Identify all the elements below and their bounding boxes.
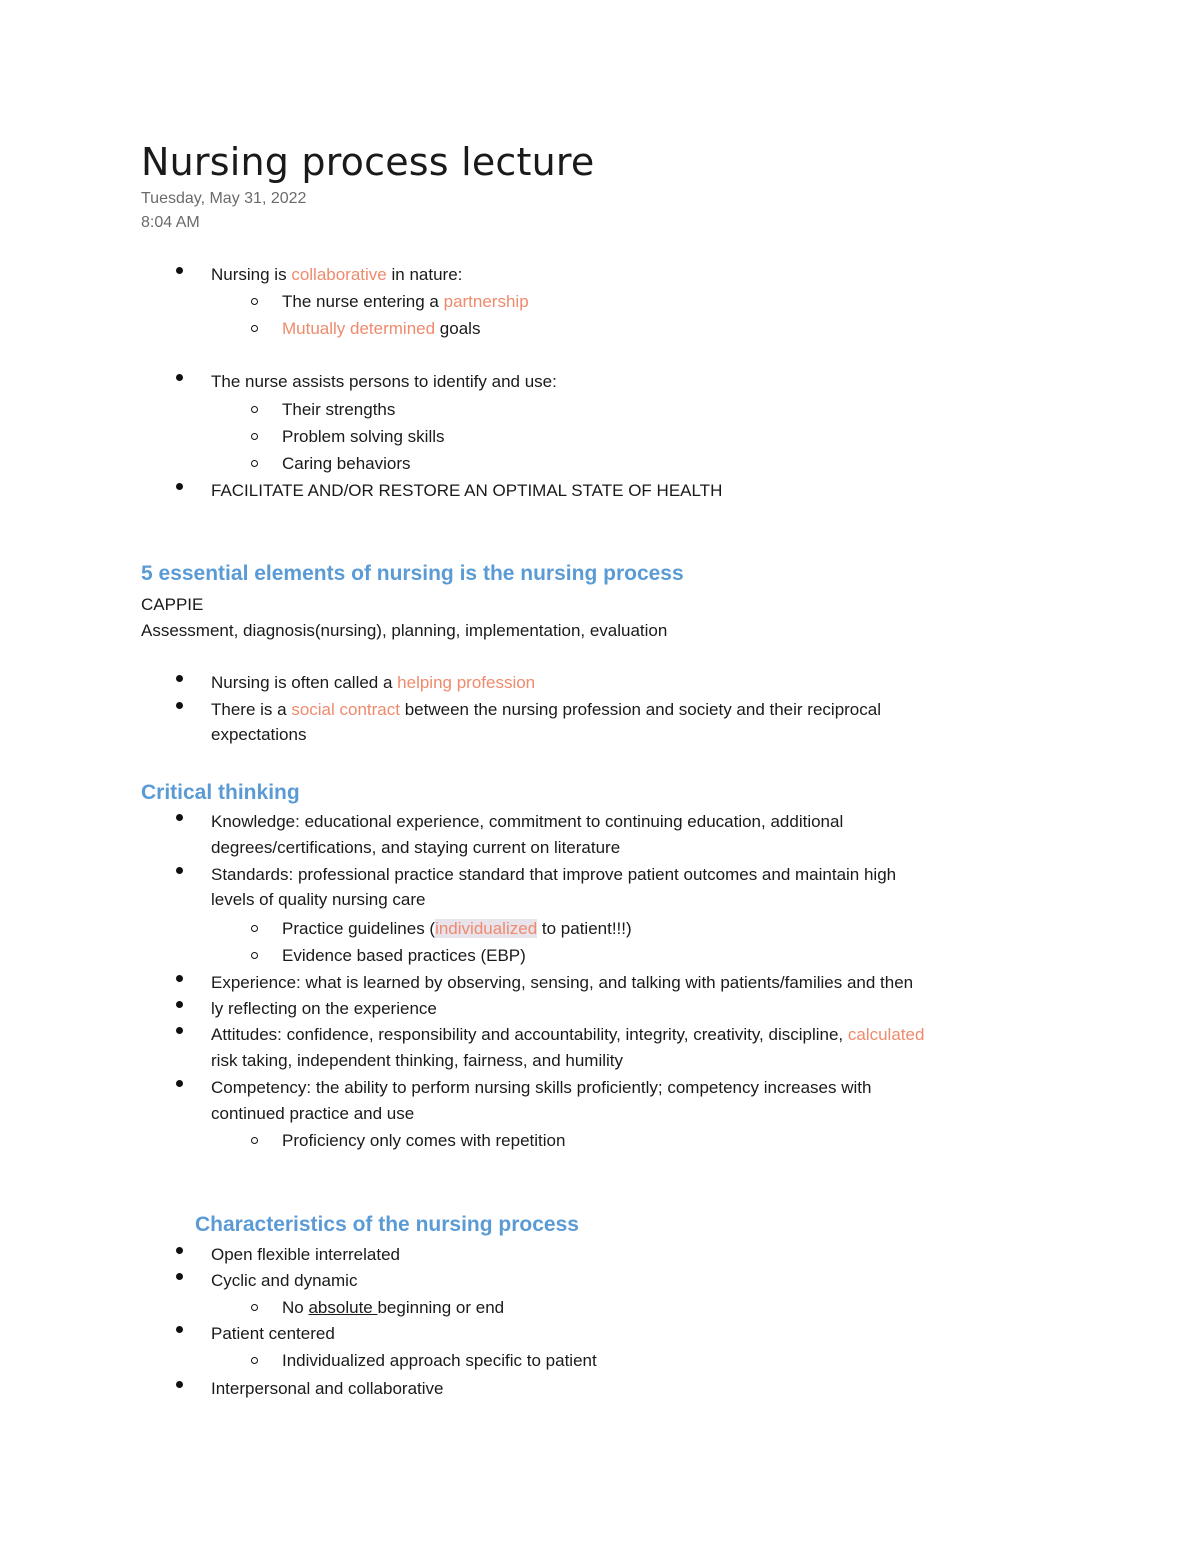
list-item: Their strengths <box>282 400 396 419</box>
bullet-icon <box>176 483 183 490</box>
list-item: Individualized approach specific to patient <box>282 1351 597 1370</box>
list-item: Nursing is collaborative in nature: <box>211 265 463 284</box>
page-title: Nursing process lecture <box>141 140 595 184</box>
sub-bullet-icon <box>251 952 258 959</box>
list-item: Interpersonal and collaborative <box>211 1379 444 1398</box>
bullet-icon <box>176 1273 183 1280</box>
section-heading: 5 essential elements of nursing is the nursing process <box>141 562 684 585</box>
list-item: Competency: the ability to perform nursing skills proficiently; competency increases with <box>211 1078 872 1097</box>
sub-bullet-icon <box>251 460 258 467</box>
page-date: Tuesday, May 31, 2022 <box>141 190 307 207</box>
list-item: There is a social contract between the nursing profession and society and their reciprocal <box>211 700 881 719</box>
list-item: Cyclic and dynamic <box>211 1271 358 1290</box>
bullet-icon <box>176 1027 183 1034</box>
list-item: Problem solving skills <box>282 427 445 446</box>
sub-bullet-icon <box>251 1304 258 1311</box>
sub-bullet-icon <box>251 298 258 305</box>
list-item: Practice guidelines (individualized to patient!!!) <box>282 919 632 938</box>
list-item: Proficiency only comes with repetition <box>282 1131 566 1150</box>
bullet-icon <box>176 814 183 821</box>
elements-text: Assessment, diagnosis(nursing), planning, implementation, evaluation <box>141 621 668 640</box>
section-heading: Critical thinking <box>141 781 300 804</box>
list-item: Mutually determined goals <box>282 319 481 338</box>
list-item-continuation: risk taking, independent thinking, fairness, and humility <box>211 1051 624 1070</box>
bullet-icon <box>176 1247 183 1254</box>
bullet-icon <box>176 702 183 709</box>
sub-bullet-icon <box>251 325 258 332</box>
sub-bullet-icon <box>251 925 258 932</box>
list-item: Standards: professional practice standard that improve patient outcomes and maintain high <box>211 865 897 884</box>
bullet-icon <box>176 1001 183 1008</box>
list-item: FACILITATE AND/OR RESTORE AN OPTIMAL STATE OF HEALTH <box>211 481 723 500</box>
list-item: Experience: what is learned by observing, sensing, and talking with patients/families and then <box>211 973 914 992</box>
list-item-continuation: continued practice and use <box>211 1104 415 1123</box>
sub-bullet-icon <box>251 433 258 440</box>
list-item: Open flexible interrelated <box>211 1245 401 1264</box>
list-item: ly reflecting on the experience <box>211 999 437 1018</box>
sub-bullet-icon <box>251 406 258 413</box>
list-item: No absolute beginning or end <box>282 1298 505 1317</box>
bullet-icon <box>176 1381 183 1388</box>
page-time: 8:04 AM <box>141 214 200 231</box>
list-item: The nurse assists persons to identify and use: <box>211 372 557 391</box>
list-item: Caring behaviors <box>282 454 411 473</box>
list-item-continuation: degrees/certifications, and staying current on literature <box>211 838 621 857</box>
sub-bullet-icon <box>251 1357 258 1364</box>
list-item: Nursing is often called a helping profession <box>211 673 536 692</box>
bullet-icon <box>176 267 183 274</box>
list-item-continuation: expectations <box>211 725 307 744</box>
bullet-icon <box>176 675 183 682</box>
list-item: Attitudes: confidence, responsibility and accountability, integrity, creativity, discipline, calculated <box>211 1025 925 1044</box>
list-item-continuation: levels of quality nursing care <box>211 890 426 909</box>
bullet-icon <box>176 374 183 381</box>
list-item: Knowledge: educational experience, commitment to continuing education, additional <box>211 812 844 831</box>
acronym-text: CAPPIE <box>141 595 204 614</box>
bullet-icon <box>176 1080 183 1087</box>
bullet-icon <box>176 867 183 874</box>
list-item: Patient centered <box>211 1324 335 1343</box>
section-heading: Characteristics of the nursing process <box>195 1213 579 1236</box>
sub-bullet-icon <box>251 1137 258 1144</box>
list-item: Evidence based practices (EBP) <box>282 946 526 965</box>
bullet-icon <box>176 1326 183 1333</box>
bullet-icon <box>176 975 183 982</box>
list-item: The nurse entering a partnership <box>282 292 529 311</box>
